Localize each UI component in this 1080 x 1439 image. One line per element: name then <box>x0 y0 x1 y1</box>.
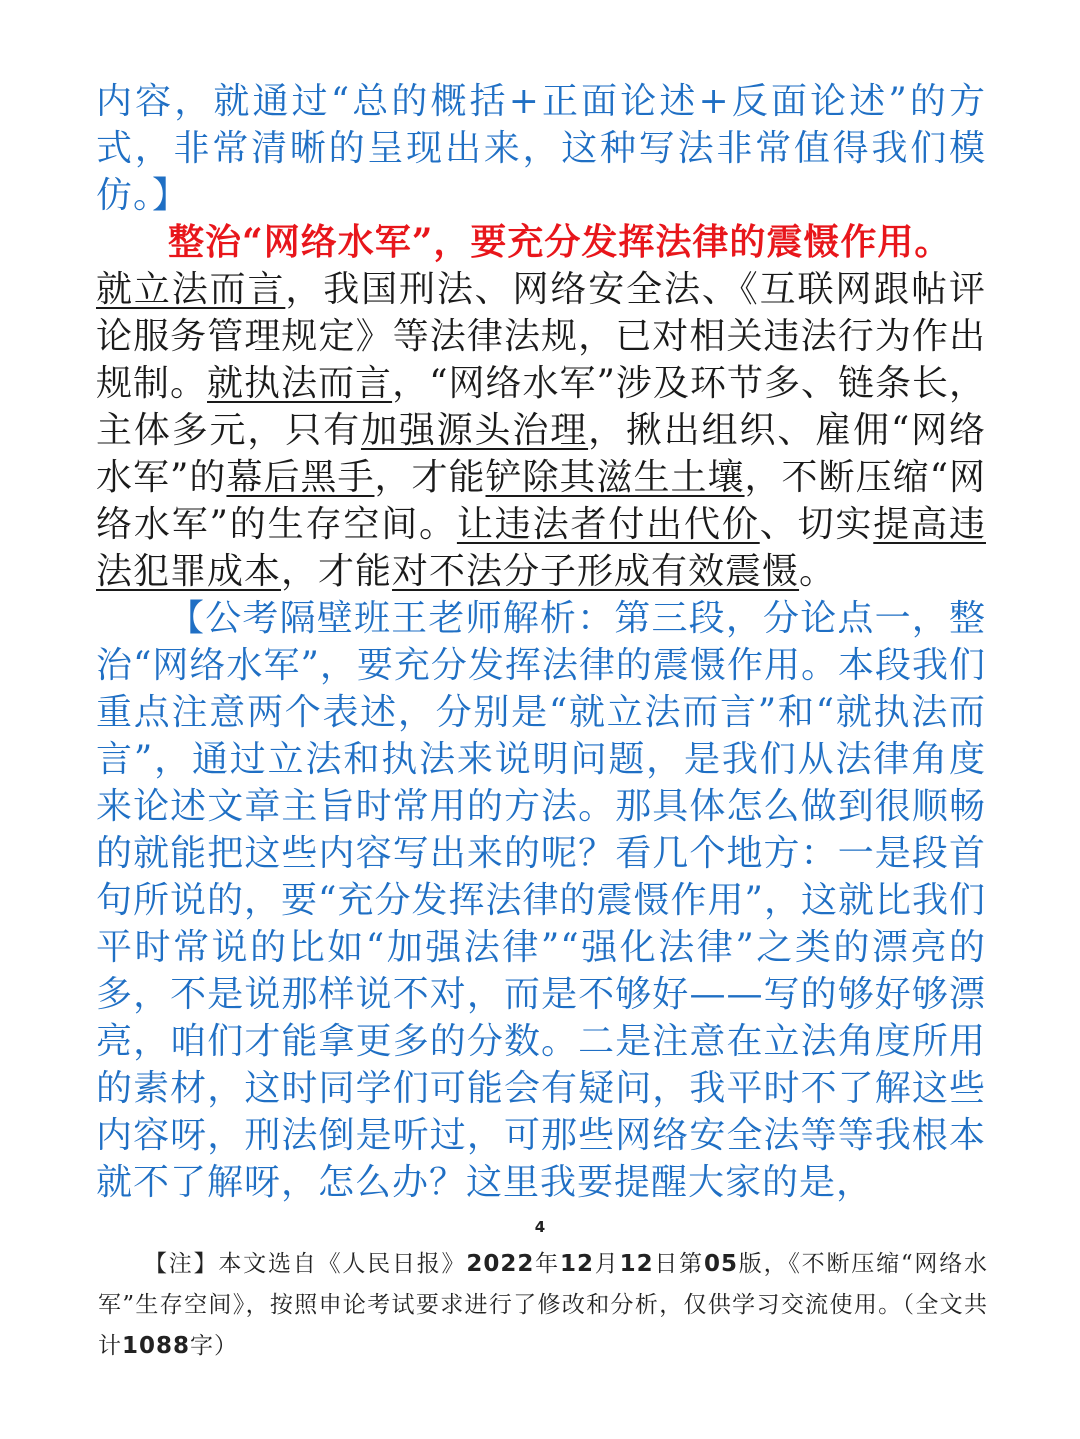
analysis-paragraph: 【公考隔壁班王老师解析：第三段，分论点一，整治“网络水军”，要充分发挥法律的震慑作用。本段我们重点注意两个表述，分别是“就立法而言”和“就执法而言”，通过立法和执法来说明问题，是我们从法律角度来论述文章主旨时常用的方法。那具体怎么做到很顺畅的就能把这些内容写出来的呢？看几个地方：一是段首句所说的，要“充分发挥法律的震慑作用”，这就比我们平时常说的比如“加强法律”“强化法律”之类的漂亮的多，不是说那样说不对，而是不够好——写的够好够漂亮，咱们才能拿更多的分数。二是注意在立法角度所用的素材，这时同学们可能会有疑问，我平时不了解这些内容呀，刑法倒是听过，可那些网络安全法等等我根本就不了解呀，怎么办？这里我要提醒大家的是， <box>96 598 986 1203</box>
underlined-phrase: 幕后黑手 <box>226 457 375 498</box>
body-text: ，揪出组织、雇佣“网络水军”的 <box>96 410 986 498</box>
document-page <box>96 78 986 1206</box>
intro-paragraph: 内容，就通过“总的概括+正面论述+反面论述”的方式，非常清晰的呈现出来，这种写法非常值得我们模仿。】 <box>96 81 986 216</box>
underlined-phrase: 就立法而言 <box>96 269 286 310</box>
footnote-text: 【注】本文选自《人民日报》 <box>144 1251 467 1277</box>
footnote <box>98 1244 988 1367</box>
footnote-text: 年 <box>534 1251 560 1277</box>
footnote-number: 2022 <box>466 1251 535 1277</box>
underlined-phrase: 铲除其滋生土壤 <box>485 457 745 498</box>
underlined-phrase: 加强源头治理 <box>360 410 589 451</box>
body-text: ，我国刑法、网络安全法、《互联网跟帖评论服务管理规定》等法律法规，已对相关违法行为作出规制。 <box>96 269 986 404</box>
footnote-number: 12 <box>559 1251 594 1277</box>
footnote-text: 月 <box>593 1251 620 1277</box>
body-paragraph <box>96 266 986 595</box>
underlined-phrase: 对不法分子形成有效震慑 <box>392 551 800 592</box>
body-text: ，不断压缩“网络水军”的生存空间。 <box>96 457 986 545</box>
body-text: 。 <box>799 551 837 592</box>
body-text: 、切实 <box>759 504 874 545</box>
section-heading: 整治“网络水军”，要充分发挥法律的震慑作用。 <box>168 221 952 263</box>
footnote-text: 版，《不断压缩“网络水军”生存空间》，按照申论考试要求进行了修改和分析，仅供学习交流使用。（全文共计 <box>98 1251 989 1359</box>
body-text: ，才能 <box>281 551 393 592</box>
underlined-phrase: 就执法而言 <box>207 363 393 404</box>
page-number: 4 <box>534 1218 546 1236</box>
footnote-number: 05 <box>703 1251 738 1277</box>
underlined-phrase: 提高违法犯罪成本 <box>96 504 986 592</box>
footnote-number: 1088 <box>122 1333 191 1359</box>
footnote-text: 日第 <box>653 1251 704 1277</box>
footnote-number: 12 <box>619 1251 654 1277</box>
underlined-phrase: 让违法者付出代价 <box>456 504 760 545</box>
body-text: ，才能 <box>374 457 486 498</box>
footnote-text: 字） <box>190 1333 239 1359</box>
body-text: ，“网络水军”涉及环节多、链条长，主体多元，只有 <box>96 363 986 451</box>
